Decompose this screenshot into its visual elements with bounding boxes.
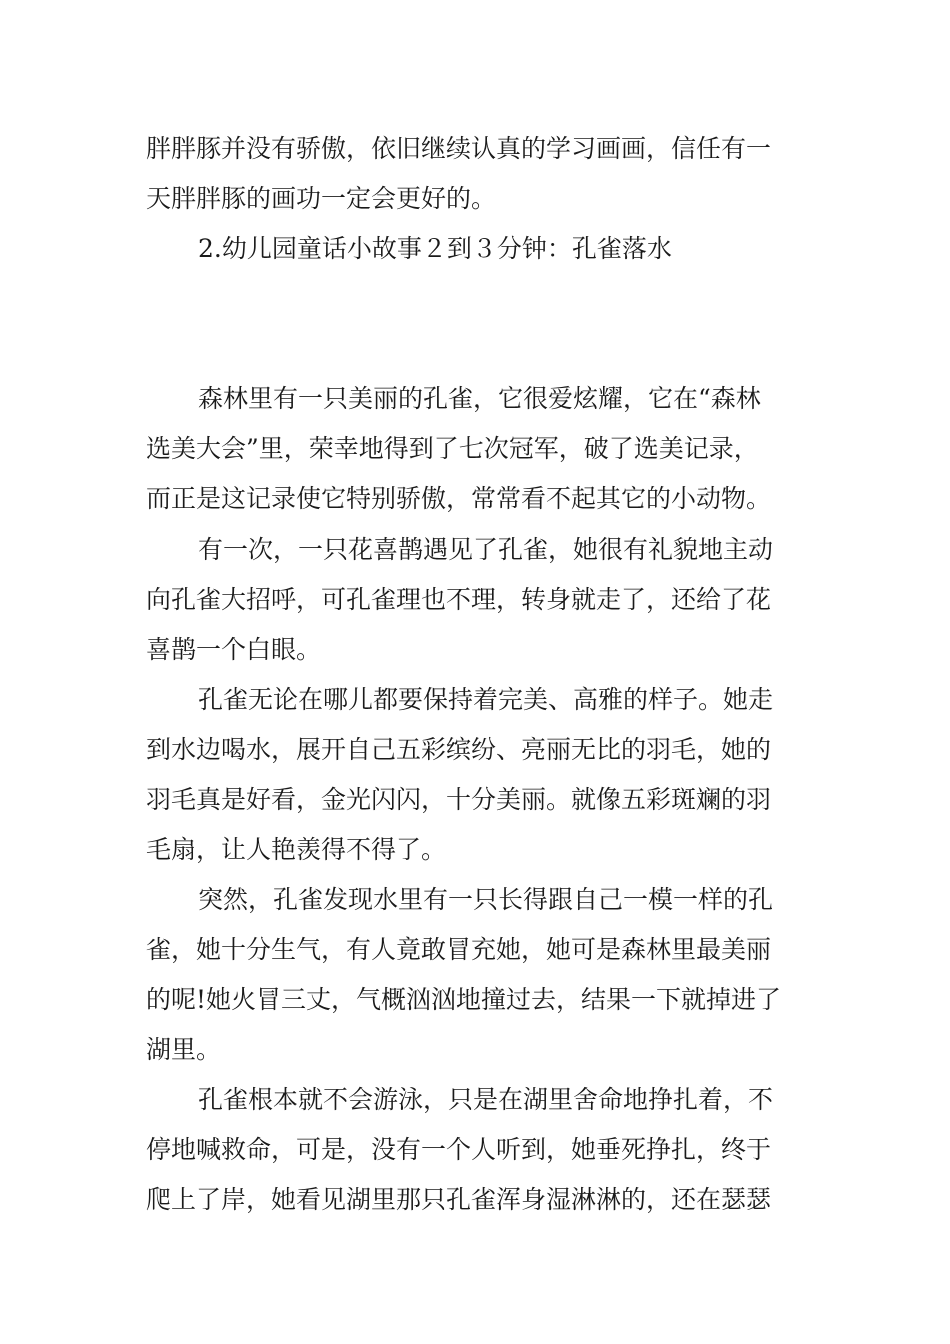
paragraph-line: 毛扇，让人艳羡得不得了。 [146, 835, 447, 864]
paragraph-line: 向孔雀大招呼，可孔雀理也不理，转身就走了，还给了花 [146, 585, 772, 614]
paragraph-line: 喜鹊一个白眼。 [146, 635, 322, 664]
paragraph-line: 胖胖豚并没有骄傲，依旧继续认真的学习画画，信任有一 [146, 134, 772, 163]
paragraph-line: 的呢!她火冒三丈，气概汹汹地撞过去，结果一下就掉进了 [146, 985, 782, 1014]
paragraph-line: 停地喊救命，可是，没有一个人听到，她垂死挣扎，终于 [146, 1135, 772, 1164]
paragraph-line: 突然，孔雀发现水里有一只长得跟自己一模一样的孔 [198, 885, 774, 914]
section-heading: 2.幼儿园童话小故事２到３分钟：孔雀落水 [198, 234, 672, 263]
paragraph-line: 雀，她十分生气，有人竟敢冒充她，她可是森林里最美丽 [146, 935, 772, 964]
paragraph-line: 到水边喝水，展开自己五彩缤纷、亮丽无比的羽毛，她的 [146, 735, 772, 764]
paragraph-line: 孔雀无论在哪儿都要保持着完美、高雅的样子。她走 [198, 685, 774, 714]
paragraph-line: 而正是这记录使它特别骄傲，常常看不起其它的小动物。 [146, 484, 772, 513]
paragraph-line: 爬上了岸，她看见湖里那只孔雀浑身湿淋淋的，还在瑟瑟 [146, 1185, 772, 1214]
paragraph-line: 孔雀根本就不会游泳，只是在湖里舍命地挣扎着，不 [198, 1085, 774, 1114]
paragraph-line: 选美大会”里，荣幸地得到了七次冠军，破了选美记录， [146, 434, 759, 463]
paragraph-line: 有一次，一只花喜鹊遇见了孔雀，她很有礼貌地主动 [198, 535, 774, 564]
paragraph-line: 天胖胖豚的画功一定会更好的。 [146, 184, 497, 213]
paragraph-line: 森林里有一只美丽的孔雀，它很爱炫耀，它在“森林 [198, 384, 761, 413]
paragraph-line: 羽毛真是好看，金光闪闪，十分美丽。就像五彩斑斓的羽 [146, 785, 772, 814]
paragraph-line: 湖里。 [146, 1035, 222, 1064]
